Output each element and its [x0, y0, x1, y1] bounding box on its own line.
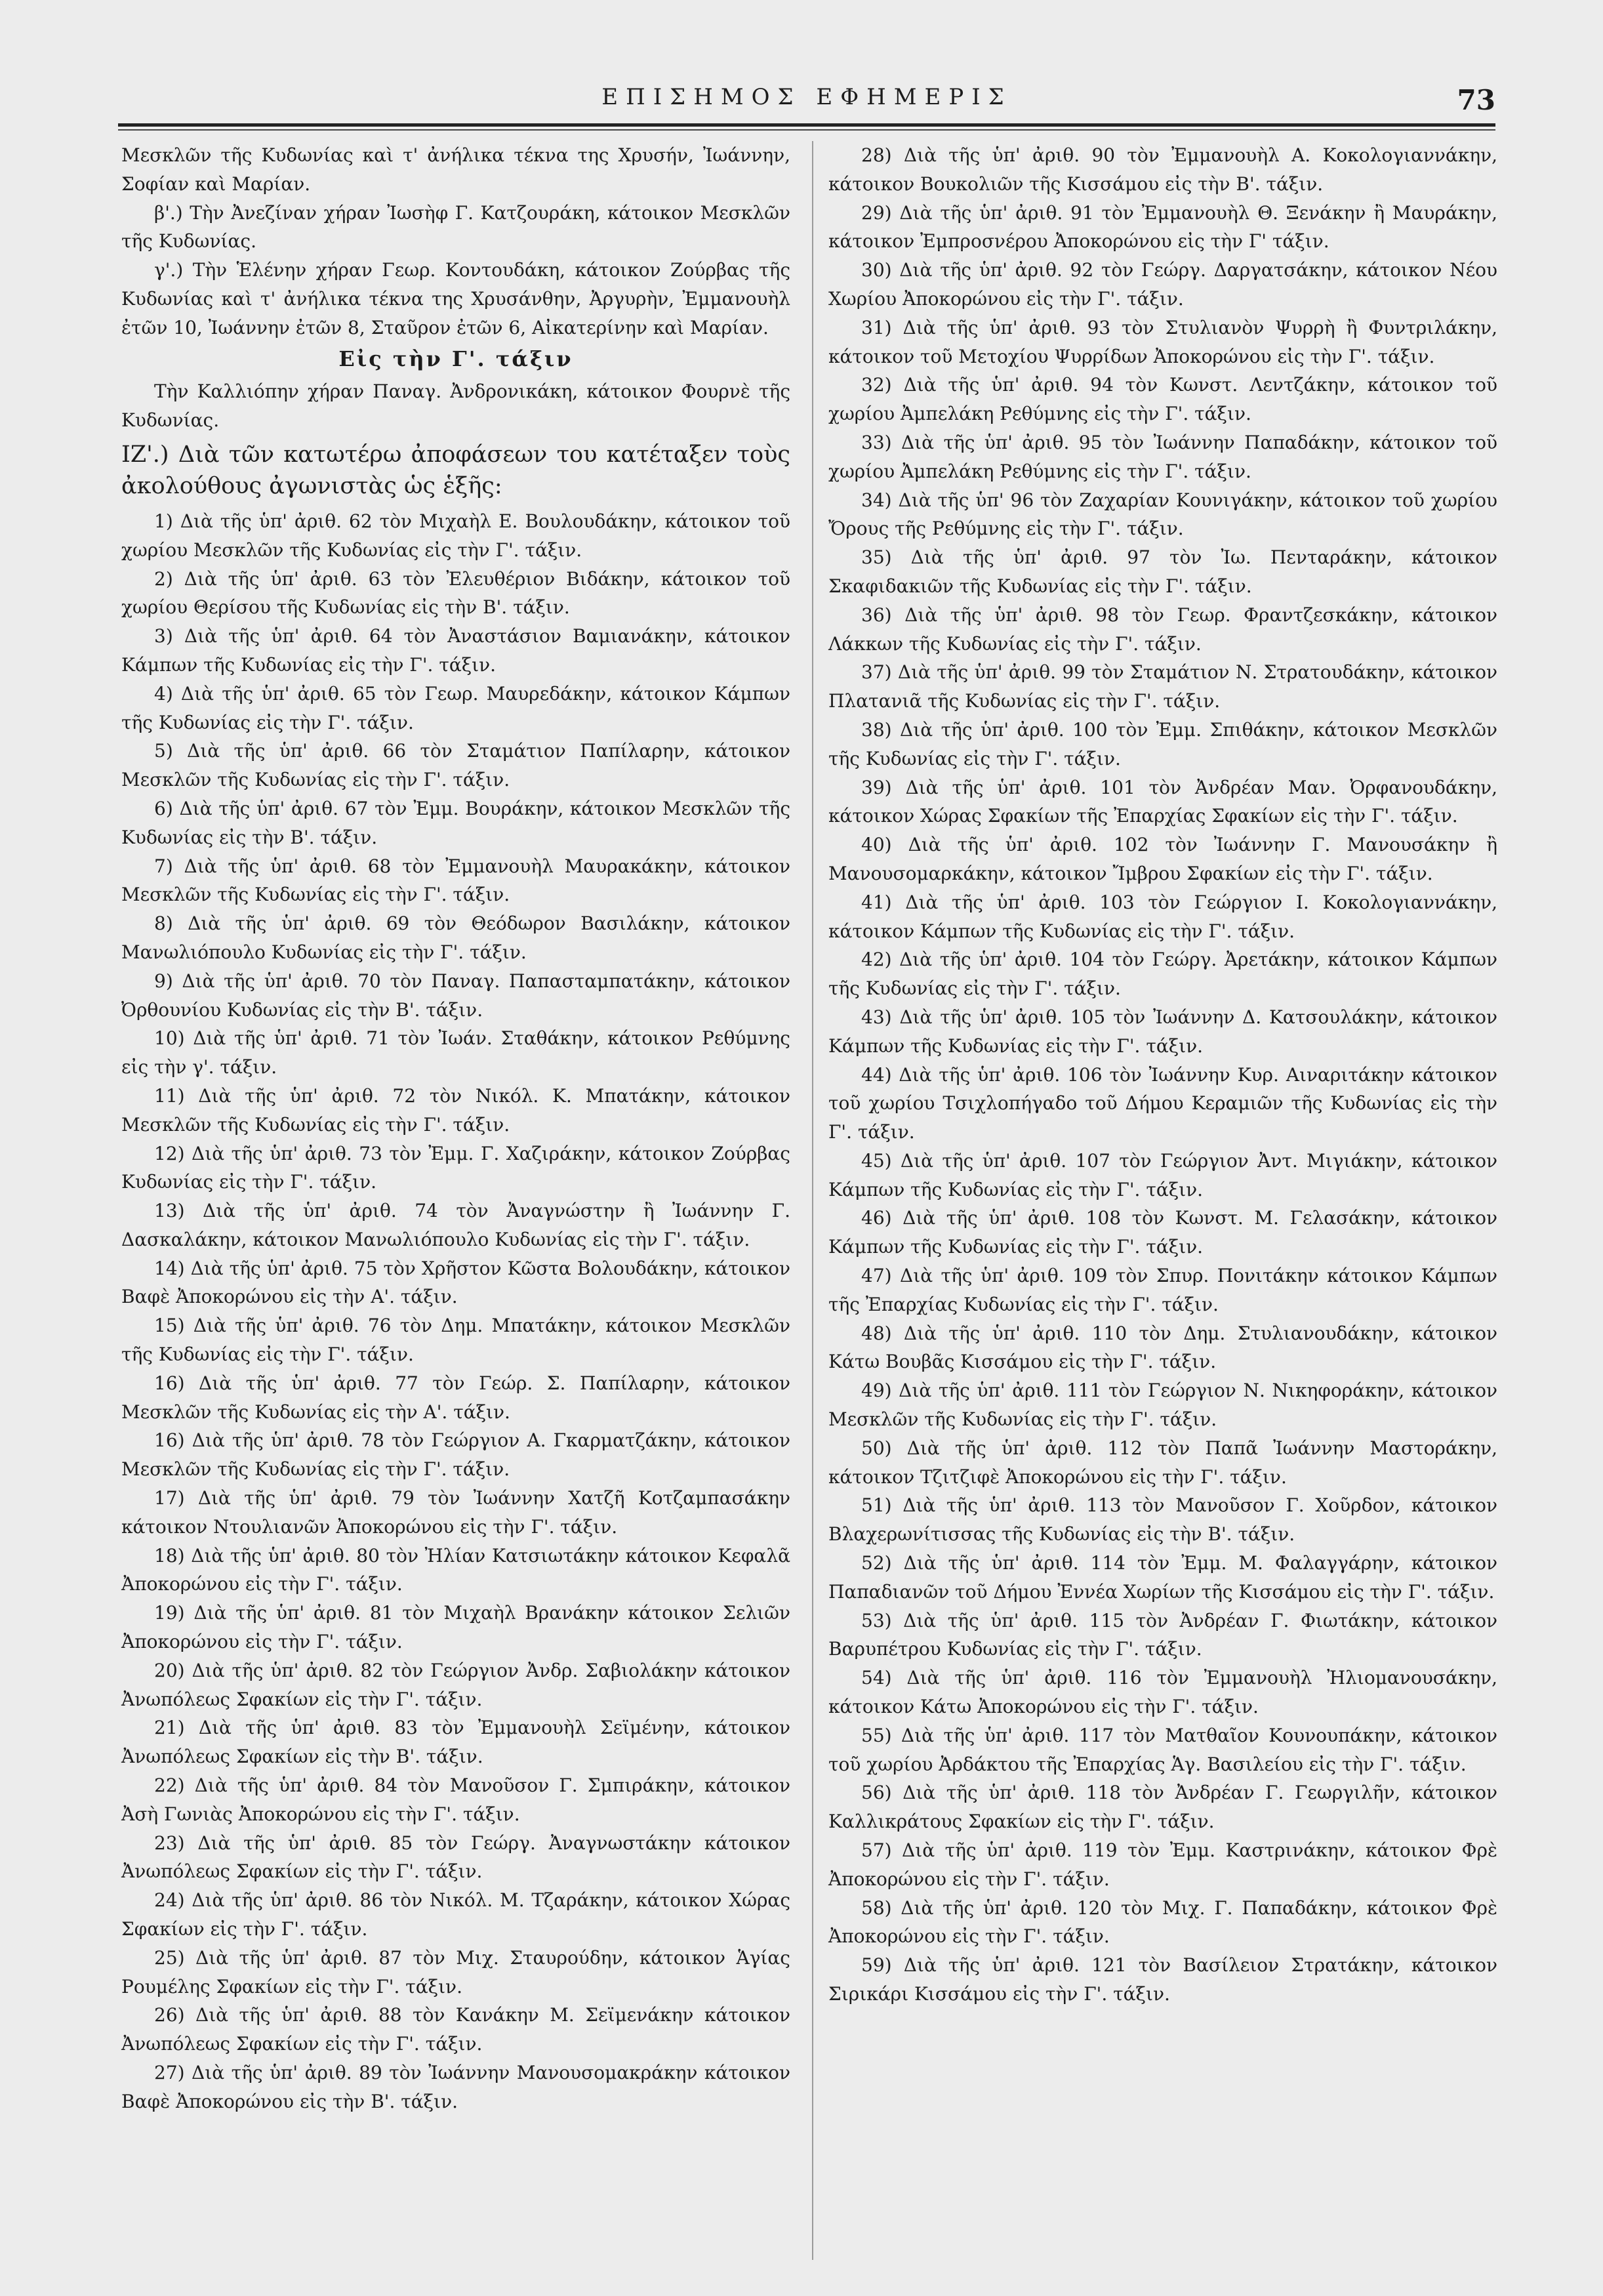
decision-entry: 25) Διὰ τῆς ὑπ' ἀριθ. 87 τὸν Μιχ. Σταυρούδην, κάτοικον Ἁγίας Ρουμέλης Σφακίων εἰς τὴν Γ'. τάξιν.	[121, 1946, 790, 1998]
decision-entry: 45) Διὰ τῆς ὑπ' ἀριθ. 107 τὸν Γεώργιον Ἀντ. Μιγιάκην, κάτοικον Κάμπων τῆς Κυδωνίας εἰς τὴν Γ'. τάξιν.	[828, 1149, 1497, 1200]
right-column	[828, 141, 1497, 2009]
decision-entry: 59) Διὰ τῆς ὑπ' ἀριθ. 121 τὸν Βασίλειον Στρατάκην, κάτοικον Σιρικάρι Κισσάμου εἰς τὴν Γ'. τάξιν.	[828, 1954, 1497, 2005]
decision-entry: 16) Διὰ τῆς ὑπ' ἀριθ. 77 τὸν Γεώρ. Σ. Παπίλαρην, κάτοικον Μεσκλῶν τῆς Κυδωνίας εἰς τὴν Α'. τάξιν.	[121, 1372, 790, 1423]
decision-entry: 31) Διὰ τῆς ὑπ' ἀριθ. 93 τὸν Στυλιανὸν Ψυρρὴ ἢ Φυντριλάκην, κάτοικον τοῦ Μετοχίου Ψυρρίδων Ἀποκορώνου εἰς τὴν Γ'. τάξιν.	[828, 316, 1497, 367]
decision-entry: 18) Διὰ τῆς ὑπ' ἀριθ. 80 τὸν Ἠλίαν Κατσιωτάκην κάτοικον Κεφαλᾶ Ἀποκορώνου εἰς τὴν Γ'. τάξιν.	[121, 1544, 790, 1595]
decision-entry: 57) Διὰ τῆς ὑπ' ἀριθ. 119 τὸν Ἐμμ. Καστρινάκην, κάτοικον Φρὲ Ἀποκορώνου εἰς τὴν Γ'. τάξιν.	[828, 1839, 1497, 1890]
decision-entry: 6) Διὰ τῆς ὑπ' ἀριθ. 67 τὸν Ἐμμ. Βουράκην, κάτοικον Μεσκλῶν τῆς Κυδωνίας εἰς τὴν Β'. τάξιν.	[121, 797, 790, 848]
decision-entry: 56) Διὰ τῆς ὑπ' ἀριθ. 118 τὸν Ἀνδρέαν Γ. Γεωργιλῆν, κάτοικον Καλλικράτους Σφακίων εἰς τὴν Γ'. τάξιν.	[828, 1782, 1497, 1833]
left-column	[121, 141, 790, 2116]
decision-entry: 51) Διὰ τῆς ὑπ' ἀριθ. 113 τὸν Μανοῦσον Γ. Χοῦρδον, κάτοικον Βλαχερωνίτισσας τῆς Κυδωνίας εἰς τὴν Β'. τάξιν.	[828, 1494, 1497, 1546]
decision-entry: 47) Διὰ τῆς ὑπ' ἀριθ. 109 τὸν Σπυρ. Πονιτάκην κάτοικον Κάμπων τῆς Ἐπαρχίας Κυδωνίας εἰς τὴν Γ'. τάξιν.	[828, 1265, 1497, 1315]
decision-entry: 27) Διὰ τῆς ὑπ' ἀριθ. 89 τὸν Ἰωάννην Μανουσομακράκην κάτοικον Βαφὲ Ἀποκορώνου εἰς τὴν Β'. τάξιν.	[121, 2062, 790, 2112]
decision-entry: 15) Διὰ τῆς ὑπ' ἀριθ. 76 τὸν Δημ. Μπατάκην, κάτοικον Μεσκλῶν τῆς Κυδωνίας εἰς τὴν Γ'. τάξιν.	[121, 1315, 790, 1366]
decision-entry: 10) Διὰ τῆς ὑπ' ἀριθ. 71 τὸν Ἰωάν. Σταθάκην, κάτοικον Ρεθύμνης εἰς τὴν γ'. τάξιν.	[121, 1027, 790, 1078]
decision-entry: 11) Διὰ τῆς ὑπ' ἀριθ. 72 τὸν Νικόλ. Κ. Μπατάκην, κάτοικον Μεσκλῶν τῆς Κυδωνίας εἰς τὴν Γ'. τάξιν.	[121, 1084, 790, 1136]
decision-entry: 12) Διὰ τῆς ὑπ' ἀριθ. 73 τὸν Ἐμμ. Γ. Χαζιράκην, κάτοικον Ζούρβας Κυδωνίας εἰς τὴν Γ'. τάξιν.	[121, 1142, 790, 1193]
decision-entry: 16) Διὰ τῆς ὑπ' ἀριθ. 78 τὸν Γεώργιον Α. Γκαρματζάκην, κάτοικον Μεσκλῶν τῆς Κυδωνίας εἰς τὴν Γ'. τάξιν.	[121, 1429, 790, 1481]
decision-entry: 9) Διὰ τῆς ὑπ' ἀριθ. 70 τὸν Παναγ. Παπασταμπατάκην, κάτοικον Ὀρθουνίου Κυδωνίας εἰς τὴν Β'. τάξιν.	[121, 970, 790, 1021]
decision-entry: 20) Διὰ τῆς ὑπ' ἀριθ. 82 τὸν Γεώργιον Ἀνδρ. Σαβιολάκην κάτοικον Ἀνωπόλεως Σφακίων εἰς τὴν Γ'. τάξιν.	[121, 1659, 790, 1710]
decision-entry: 37) Διὰ τῆς ὑπ' ἀριθ. 99 τὸν Σταμάτιον Ν. Στρατουδάκην, κάτοικον Πλατανιᾶ τῆς Κυδωνίας εἰς τὴν Γ'. τάξιν.	[828, 661, 1497, 712]
decision-entry: 28) Διὰ τῆς ὑπ' ἀριθ. 90 τὸν Ἐμμανουὴλ Α. Κοκολογιαννάκην, κάτοικον Βουκολιῶν τῆς Κισσάμου εἰς τὴν Β'. τάξιν.	[828, 144, 1497, 195]
decision-entry: 3) Διὰ τῆς ὑπ' ἀριθ. 64 τὸν Ἀναστάσιον Βαμιανάκην, κάτοικον Κάμπων τῆς Κυδωνίας εἰς τὴν Γ'. τάξιν.	[121, 625, 790, 676]
decision-entry: 49) Διὰ τῆς ὑπ' ἀριθ. 111 τὸν Γεώργιον Ν. Νικηφοράκην, κάτοικον Μεσκλῶν τῆς Κυδωνίας εἰς τὴν Γ'. τάξιν.	[828, 1380, 1497, 1431]
decision-entry: 42) Διὰ τῆς ὑπ' ἀριθ. 104 τὸν Γεώργ. Ἀρετάκην, κάτοικον Κάμπων τῆς Κυδωνίας εἰς τὴν Γ'. τάξιν.	[828, 949, 1497, 1000]
decision-entry: 4) Διὰ τῆς ὑπ' ἀριθ. 65 τὸν Γεωρ. Μαυρεδάκην, κάτοικον Κάμπων τῆς Κυδωνίας εἰς τὴν Γ'. τάξιν.	[121, 682, 790, 733]
decision-entry: 36) Διὰ τῆς ὑπ' ἀριθ. 98 τὸν Γεωρ. Φραντζεσκάκην, κάτοικον Λάκκων τῆς Κυδωνίας εἰς τὴν Γ'. τάξιν.	[828, 604, 1497, 655]
decision-entry: 1) Διὰ τῆς ὑπ' ἀριθ. 62 τὸν Μιχαὴλ Ε. Βουλουδάκην, κάτοικον τοῦ χωρίου Μεσκλῶν τῆς Κυδωνίας εἰς τὴν Γ'. τάξιν.	[121, 510, 790, 561]
decision-entry: 21) Διὰ τῆς ὑπ' ἀριθ. 83 τὸν Ἐμμανουὴλ Σεϊμένην, κάτοικον Ἀνωπόλεως Σφακίων εἰς τὴν Β'. τάξιν.	[121, 1717, 790, 1768]
decision-entry: 50) Διὰ τῆς ὑπ' ἀριθ. 112 τὸν Παπᾶ Ἰωάννην Μαστοράκην, κάτοικον Τζιτζιφὲ Ἀποκορώνου εἰς τὴν Γ'. τάξιν.	[828, 1437, 1497, 1488]
page-number: 73	[1457, 84, 1495, 116]
intro-paragraph: γ'.) Τὴν Ἑλένην χήραν Γεωρ. Κοντουδάκη, κάτοικον Ζούρβας τῆς Κυδωνίας καὶ τ' ἀνήλικα τέκνα της Χρυσάνθην, Ἀργυρὴν, Ἐμμανουὴλ ἐτῶν 10, Ἰωάννην ἐτῶν 8, Σταῦρον ἐτῶν 6, Αἰκατερίνην καὶ Μαρίαν.	[121, 259, 790, 338]
intro-paragraph: Μεσκλῶν τῆς Κυδωνίας καὶ τ' ἀνήλικα τέκνα της Χρυσήν, Ἰωάννην, Σοφίαν καὶ Μαρίαν.	[121, 144, 790, 195]
decision-entry: 35) Διὰ τῆς ὑπ' ἀριθ. 97 τὸν Ἰω. Πενταράκην, κάτοικον Σκαφιδακιῶν τῆς Κυδωνίας εἰς τὴν Γ'. τάξιν.	[828, 546, 1497, 597]
decision-entry: 13) Διὰ τῆς ὑπ' ἀριθ. 74 τὸν Ἀναγνώστην ἢ Ἰωάννην Γ. Δασκαλάκην, κάτοικον Μανωλιόπουλο Κυδωνίας εἰς τὴν Γ'. τάξιν.	[121, 1200, 790, 1250]
decision-paragraph: ΙΖ'.) Διὰ τῶν κατωτέρω ἀποφάσεων του κατέταξεν τοὺς ἀκολούθους ἀγωνιστὰς ὡς ἑξῆς:	[121, 441, 790, 499]
decision-entry: 38) Διὰ τῆς ὑπ' ἀριθ. 100 τὸν Ἐμμ. Σπιθάκην, κάτοικον Μεσκλῶν τῆς Κυδωνίας εἰς τὴν Γ'. τάξιν.	[828, 718, 1497, 769]
decision-entry: 41) Διὰ τῆς ὑπ' ἀριθ. 103 τὸν Γεώργιον Ι. Κοκολογιαννάκην, κάτοικον Κάμπων τῆς Κυδωνίας εἰς τὴν Γ'. τάξιν.	[828, 891, 1497, 942]
decision-entry: 55) Διὰ τῆς ὑπ' ἀριθ. 117 τὸν Ματθαῖον Κουνουπάκην, κάτοικον τοῦ χωρίου Ἀρδάκτου τῆς Ἐπαρχίας Ἁγ. Βασιλείου εἰς τὴν Γ'. τάξιν.	[828, 1724, 1497, 1775]
right-item-list	[828, 141, 1497, 2009]
decision-entry: 33) Διὰ τῆς ὑπ' ἀριθ. 95 τὸν Ἰωάννην Παπαδάκην, κάτοικον τοῦ χωρίου Ἀμπελάκη Ρεθύμνης εἰς τὴν Γ'. τάξιν.	[828, 431, 1497, 482]
decision-entry: 48) Διὰ τῆς ὑπ' ἀριθ. 110 τὸν Δημ. Στυλιανουδάκην, κάτοικον Κάτω Βουβᾶς Κισσάμου εἰς τὴν Γ'. τάξιν.	[828, 1322, 1497, 1373]
decision-entry: 17) Διὰ τῆς ὑπ' ἀριθ. 79 τὸν Ἰωάννην Χατζῆ Κοτζαμπασάκην κάτοικον Ντουλιανῶν Ἀποκορώνου εἰς τὴν Γ'. τάξιν.	[121, 1487, 790, 1538]
header-rule-thin	[118, 129, 1495, 131]
decision-entry: 19) Διὰ τῆς ὑπ' ἀριθ. 81 τὸν Μιχαὴλ Βρανάκην κάτοικον Σελιῶν Ἀποκορώνου εἰς τὴν Γ'. τάξιν.	[121, 1602, 790, 1653]
decision-entry: 8) Διὰ τῆς ὑπ' ἀριθ. 69 τὸν Θεόδωρον Βασιλάκην, κάτοικον Μανωλιόπουλο Κυδωνίας εἰς τὴν Γ'. τάξιν.	[121, 912, 790, 963]
intro-paragraph: β'.) Τὴν Ἀνεζίναν χήραν Ἰωσὴφ Γ. Κατζουράκη, κάτοικον Μεσκλῶν τῆς Κυδωνίας.	[121, 201, 790, 253]
decision-entry: 34) Διὰ τῆς ὑπ' 96 τὸν Ζαχαρίαν Κουνιγάκην, κάτοικον τοῦ χωρίου Ὄρους τῆς Ρεθύμνης εἰς τὴν Γ'. τάξιν.	[828, 489, 1497, 540]
gazette-title: ΕΠΙΣΗΜΟΣ ΕΦΗΜΕΡΙΣ	[601, 84, 1012, 110]
decision-entry: 30) Διὰ τῆς ὑπ' ἀριθ. 92 τὸν Γεώργ. Δαργατσάκην, κάτοικον Νέου Χωρίου Ἀποκορώνου εἰς τὴν Γ'. τάξιν.	[828, 259, 1497, 310]
decision-entry: 5) Διὰ τῆς ὑπ' ἀριθ. 66 τὸν Σταμάτιον Παπίλαρην, κάτοικον Μεσκλῶν τῆς Κυδωνίας εἰς τὴν Γ'. τάξιν.	[121, 740, 790, 791]
decision-entry: 43) Διὰ τῆς ὑπ' ἀριθ. 105 τὸν Ἰωάννην Δ. Κατσουλάκην, κάτοικον Κάμπων τῆς Κυδωνίας εἰς τὴν Γ'. τάξιν.	[828, 1006, 1497, 1057]
section-heading: Εἰς τὴν Γ'. τάξιν	[338, 346, 573, 371]
decision-entry: 39) Διὰ τῆς ὑπ' ἀριθ. 101 τὸν Ἀνδρέαν Μαν. Ὀρφανουδάκην, κάτοικον Χώρας Σφακίων τῆς Ἐπαρχίας Σφακίων εἰς τὴν Γ'. τάξιν.	[828, 776, 1497, 827]
decision-entry: 58) Διὰ τῆς ὑπ' ἀριθ. 120 τὸν Μιχ. Γ. Παπαδάκην, κάτοικον Φρὲ Ἀποκορώνου εἰς τὴν Γ'. τάξιν.	[828, 1896, 1497, 1948]
decision-entry: 23) Διὰ τῆς ὑπ' ἀριθ. 85 τὸν Γεώργ. Ἀναγνωστάκην κάτοικον Ἀνωπόλεως Σφακίων εἰς τὴν Γ'. τάξιν.	[121, 1832, 790, 1883]
decision-entry: 2) Διὰ τῆς ὑπ' ἀριθ. 63 τὸν Ἐλευθέριον Βιδάκην, κάτοικον τοῦ χωρίου Θερίσου τῆς Κυδωνίας εἰς τὴν Β'. τάξιν.	[121, 567, 790, 619]
section-paragraph: Τὴν Καλλιόπην χήραν Παναγ. Ἀνδρονικάκη, κάτοικον Φουρνὲ τῆς Κυδωνίας.	[121, 380, 790, 432]
decision-entry: 32) Διὰ τῆς ὑπ' ἀριθ. 94 τὸν Κωνστ. Λεντζάκην, κάτοικον τοῦ χωρίου Ἀμπελάκη Ρεθύμνης εἰς τὴν Γ'. τάξιν.	[828, 374, 1497, 425]
decision-entry: 7) Διὰ τῆς ὑπ' ἀριθ. 68 τὸν Ἐμμανουὴλ Μαυρακάκην, κάτοικον Μεσκλῶν τῆς Κυδωνίας εἰς τὴν Γ'. τάξιν.	[121, 855, 790, 906]
decision-entry: 29) Διὰ τῆς ὑπ' ἀριθ. 91 τὸν Ἐμμανουὴλ Θ. Ξενάκην ἢ Μαυράκην, κάτοικον Ἐμπροσνέρου Ἀποκορώνου εἰς τὴν Γ' τάξιν.	[828, 201, 1497, 253]
decision-entry: 44) Διὰ τῆς ὑπ' ἀριθ. 106 τὸν Ἰωάννην Κυρ. Αιναριτάκην κάτοικον τοῦ χωρίου Τσιχλοπήγαδο τοῦ Δήμου Κεραμιῶν τῆς Κυδωνίας εἰς τὴν Γ'. τάξιν.	[828, 1063, 1497, 1143]
decision-entry: 22) Διὰ τῆς ὑπ' ἀριθ. 84 τὸν Μανοῦσον Γ. Σμπιράκην, κάτοικον Ἀσὴ Γωνιὰς Ἀποκορώνου εἰς τὴν Γ'. τάξιν.	[121, 1774, 790, 1825]
decision-entry: 52) Διὰ τῆς ὑπ' ἀριθ. 114 τὸν Ἐμμ. Μ. Φαλαγγάρην, κάτοικον Παπαδιανῶν τοῦ Δήμου Ἐννέα Χωρίων τῆς Κισσάμου εἰς τὴν Γ'. τάξιν.	[828, 1552, 1497, 1603]
left-item-list	[121, 507, 790, 2116]
decision-entry: 24) Διὰ τῆς ὑπ' ἀριθ. 86 τὸν Νικόλ. Μ. Τζαράκην, κάτοικον Χώρας Σφακίων εἰς τὴν Γ'. τάξιν.	[121, 1889, 790, 1940]
decision-entry: 40) Διὰ τῆς ὑπ' ἀριθ. 102 τὸν Ἰωάννην Γ. Μανουσάκην ἢ Μανουσομαρκάκην, κάτοικον Ἴμβρου Σφακίων εἰς τὴν Γ'. τάξιν.	[828, 834, 1497, 884]
decision-entry: 14) Διὰ τῆς ὑπ' ἀριθ. 75 τὸν Χρῆστον Κῶστα Βολουδάκην, κάτοικον Βαφὲ Ἀποκορώνου εἰς τὴν Α'. τάξιν.	[121, 1257, 790, 1308]
decision-entry: 54) Διὰ τῆς ὑπ' ἀριθ. 116 τὸν Ἐμμανουὴλ Ἠλιομανουσάκην, κάτοικον Κάτω Ἀποκορώνου εἰς τὴν Γ'. τάξιν.	[828, 1667, 1497, 1718]
decision-entry: 26) Διὰ τῆς ὑπ' ἀριθ. 88 τὸν Κανάκην Μ. Σεϊμενάκην κάτοικον Ἀνωπόλεως Σφακίων εἰς τὴν Γ'. τάξιν.	[121, 2004, 790, 2055]
header-rule	[118, 123, 1495, 127]
decision-entry: 53) Διὰ τῆς ὑπ' ἀριθ. 115 τὸν Ἀνδρέαν Γ. Φιωτάκην, κάτοικον Βαρυπέτρου Κυδωνίας εἰς τὴν Γ'. τάξιν.	[828, 1609, 1497, 1660]
column-divider	[812, 141, 813, 2260]
decision-entry: 46) Διὰ τῆς ὑπ' ἀριθ. 108 τὸν Κωνστ. Μ. Γελασάκην, κάτοικον Κάμπων τῆς Κυδωνίας εἰς τὴν Γ'. τάξιν.	[828, 1207, 1497, 1258]
